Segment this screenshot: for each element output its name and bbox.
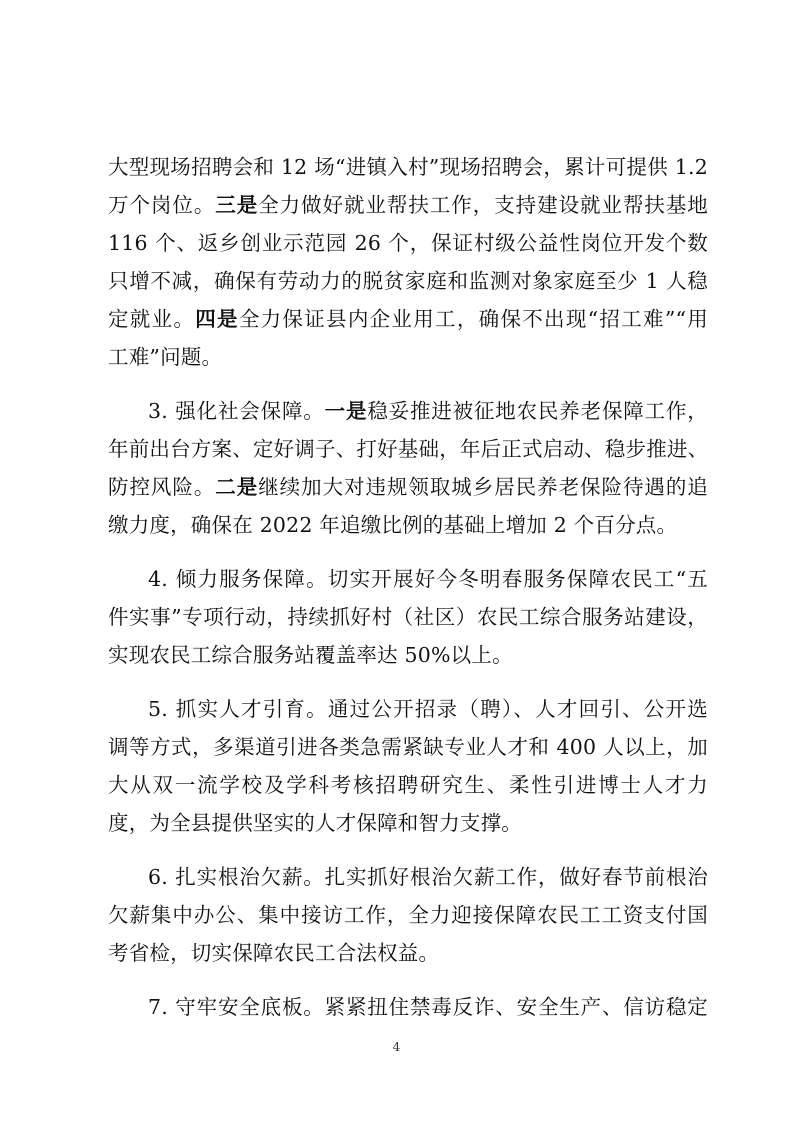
text-line [108, 392, 708, 430]
text-run: 欠薪集中办公、集中接访工作，全力迎接保障农民工工资支付国 [108, 903, 708, 927]
text-run: 度，为全县提供坚实的人才保障和智力支撑。 [108, 811, 522, 835]
paragraph [108, 392, 708, 544]
bold-marker: 二是 [215, 475, 259, 499]
text-run: 件实事”专项行动，持续抓好村（社区）农民工综合服务站建设， [108, 605, 708, 629]
text-line [108, 224, 708, 262]
text-line [108, 598, 708, 636]
text-run: 全力保证县内企业用工，确保不出现“招工难”“用 [238, 307, 708, 331]
text-line [108, 506, 708, 544]
text-line [108, 636, 708, 674]
text-line [108, 560, 708, 598]
paragraph [108, 148, 708, 376]
text-line [108, 300, 708, 338]
text-run: 大型现场招聘会和 12 场“进镇入村”现场招聘会，累计可提供 1.2 [108, 155, 708, 179]
text-line [108, 262, 708, 300]
text-line [108, 430, 708, 468]
bold-marker: 三是 [215, 193, 259, 217]
text-line [108, 858, 708, 896]
text-run: 只增不减，确保有劳动力的脱贫家庭和监测对象家庭至少 1 人稳 [108, 269, 708, 293]
text-run: 定就业。 [108, 307, 196, 331]
page-number: 4 [392, 1040, 401, 1054]
bold-marker: 一是 [324, 399, 368, 423]
text-run: 7. 守牢安全底板。紧紧扭住禁毒反诈、安全生产、信访稳定 [148, 995, 708, 1019]
text-run: 工难”问题。 [108, 345, 223, 369]
text-line [108, 468, 708, 506]
text-line [108, 934, 708, 972]
paragraph [108, 560, 708, 674]
text-run: 万个岗位。 [108, 193, 216, 217]
text-run: 大从双一流学校及学科考核招聘研究生、柔性引进博士人才力 [108, 773, 708, 797]
text-line [108, 804, 708, 842]
text-line [108, 728, 708, 766]
text-run: 实现农民工综合服务站覆盖率达 50%以上。 [108, 643, 513, 667]
text-run: 3. 强化社会保障。 [148, 399, 325, 423]
paragraph [108, 988, 708, 1026]
paragraph [108, 858, 708, 972]
bold-marker: 四是 [195, 307, 239, 331]
text-line [108, 338, 708, 376]
text-run: 调等方式，多渠道引进各类急需紧缺专业人才和 400 人以上，加 [108, 735, 708, 759]
text-line [108, 896, 708, 934]
paragraph [108, 690, 708, 842]
text-run: 缴力度，确保在 2022 年追缴比例的基础上增加 2 个百分点。 [108, 513, 678, 537]
body-text [108, 148, 708, 1042]
text-line [108, 148, 708, 186]
text-line [108, 766, 708, 804]
text-run: 6. 扎实根治欠薪。扎实抓好根治欠薪工作，做好春节前根治 [148, 865, 708, 889]
text-run: 5. 抓实人才引育。通过公开招录（聘）、人才回引、公开选 [148, 697, 708, 721]
text-run: 年前出台方案、定好调子、打好基础，年后正式启动、稳步推进、 [108, 437, 709, 461]
text-run: 116 个、返乡创业示范园 26 个，保证村级公益性岗位开发个数 [108, 231, 708, 255]
text-run: 稳妥推进被征地农民养老保障工作， [367, 399, 708, 423]
text-line [108, 690, 708, 728]
text-run: 4. 倾力服务保障。切实开展好今冬明春服务保障农民工“五 [148, 567, 708, 591]
text-run: 全力做好就业帮扶工作，支持建设就业帮扶基地 [258, 193, 709, 217]
text-line [108, 186, 708, 224]
text-run: 继续加大对违规领取城乡居民养老保险待遇的追 [258, 475, 709, 499]
text-run: 防控风险。 [108, 475, 216, 499]
text-run: 考省检，切实保障农民工合法权益。 [108, 941, 440, 965]
text-line [108, 988, 708, 1026]
